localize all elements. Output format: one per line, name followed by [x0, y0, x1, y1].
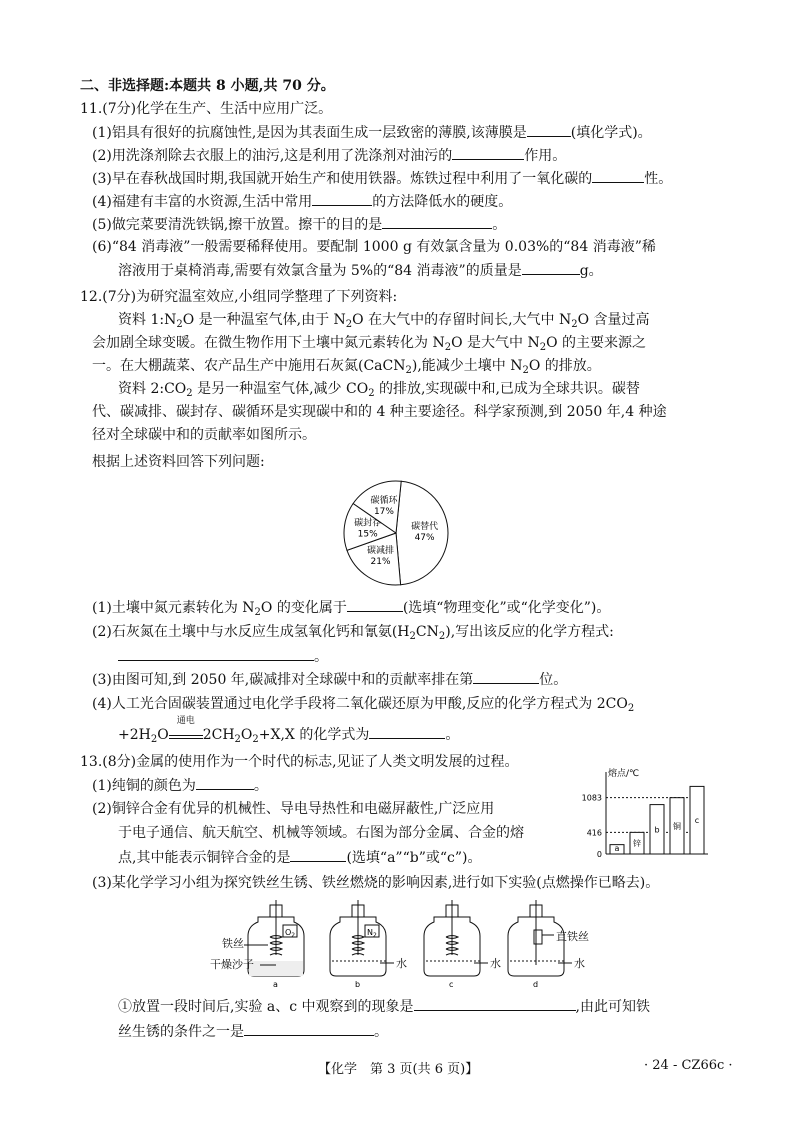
answer-blank[interactable] — [290, 847, 346, 862]
answer-blank[interactable] — [118, 646, 314, 661]
answer-blank[interactable] — [382, 214, 492, 229]
label-dry-sand: 干燥沙子 — [210, 958, 254, 971]
q13-sub-2-line-1: (2)铜锌合金有优异的机械性、导电导热性和电磁屏蔽性,广泛应用 — [92, 801, 495, 817]
q11-item-1: (1)铝具有很好的抗腐蚀性,是因为其表面生成一层致密的薄膜,该薄膜是 (填化学式)。 — [92, 122, 652, 143]
answer-blank[interactable] — [527, 122, 571, 137]
pie-label-0: 碳替代 — [411, 522, 439, 533]
y-tick-label: 1083 — [581, 793, 602, 803]
bottle-b — [330, 900, 386, 989]
material-1-line-1: 资料 $1:N_2O$ 是一种温室气体,由于 $N_2O$ 在大气中的存留时间长,大气中 $N_2O$ 含量过高 — [118, 312, 650, 330]
section-header: 二、非选择题:本题共 8 小题,共 70 分。 — [80, 78, 335, 94]
q11-stem: 11.(7分)化学在生产、生活中应用广泛。 — [80, 101, 333, 117]
svg-text:O2: $O_2$ — [285, 928, 296, 939]
q13-sub-1: (1)纯铜的颜色为 。 — [92, 775, 268, 796]
bar-label: 铜 — [673, 821, 681, 831]
q13-sub-3-1: ①放置一段时间后,实验 a、c 中观察到的现象是 ,由此可知铁 — [118, 996, 650, 1017]
material-1-line-3: 一。在大棚蔬菜、农产品生产中施用石灰氮(CaCN$_2$),能减少土壤中 $N_2O$ 的排放。 — [92, 358, 601, 376]
material-2-line-2: 代、碳减排、碳封存、碳循环是实现碳中和的 4 种主要途径。科学家预测,到 2050 年,4 种途 — [92, 404, 667, 420]
svg-text:d: d — [533, 980, 539, 989]
q11-item-3: (3)早在春秋战国时期,我国就开始生产和使用铁器。炼铁过程中利用了一氧化碳的 性。 — [92, 168, 672, 189]
q11-item-6: (6)“84 消毒液”一般需要稀释使用。要配制 1000 g 有效氯含量为 0.03%的“84 消毒液”稀 — [92, 239, 656, 255]
svg-text:c: c — [449, 980, 454, 989]
answer-blank[interactable] — [522, 260, 580, 275]
material-1-line-2: 会加剧全球变暖。在微生物作用下土壤中氮元素转化为 $N_2O$ 是大气中 $N_2O$ 的主要来源之 — [92, 335, 647, 353]
answer-blank[interactable] — [369, 724, 445, 739]
answer-blank[interactable] — [347, 597, 403, 612]
svg-text:a: a — [273, 980, 278, 989]
reaction-condition: 通电 — [176, 716, 195, 726]
q12-stem: 12.(7分)为研究温室效应,小组同学整理了下列资料: — [80, 289, 398, 305]
q11-item-6-cont: 溶液用于桌椅消毒,需要有效氯含量为 5%的“84 消毒液”的质量是 g。 — [118, 260, 603, 281]
answer-blank[interactable] — [452, 145, 524, 160]
svg-text:b: b — [355, 980, 361, 989]
label-water-b: 水 — [396, 957, 407, 970]
q13-sub-2-line-2: 于电子通信、航天航空、机械等领域。右图为部分金属、合金的熔 — [118, 825, 524, 841]
y-tick-label: 0 — [596, 850, 602, 859]
label-straight-iron-wire: 直铁丝 — [556, 930, 589, 943]
q12-prompt: 根据上述资料回答下列问题: — [92, 454, 265, 470]
q12-sub-4-equation: $+2H_2O$ 通电 $2CH_2O_2+X,X$ 的化学式为 。 — [118, 716, 460, 745]
bar-label: a — [614, 844, 620, 853]
pie-label-1: 碳减排 — [367, 546, 395, 557]
y-axis-label: 熔点/℃ — [608, 769, 640, 779]
bottle-c — [424, 900, 480, 989]
q12-sub-1: (1)土壤中氮元素转化为 $N_2O$ 的变化属于 (选填“物理变化”或“化学变化”)。 — [92, 597, 610, 623]
q13-stem: 13.(8分)金属的使用作为一个时代的标志,见证了人类文明发展的过程。 — [80, 754, 519, 770]
contribution-pie-chart — [330, 475, 470, 595]
answer-blank[interactable] — [312, 191, 372, 206]
bar-label: 锌 — [633, 839, 641, 849]
answer-blank[interactable] — [473, 669, 539, 684]
pie-label-2: 碳封存 — [354, 518, 382, 529]
q12-sub-2: (2)石灰氮在土壤中与水反应生成氢氧化钙和氰氨$(H_2CN_2)$,写出该反应的化学方程式: — [92, 624, 614, 642]
pie-label-3: 17% — [373, 507, 394, 518]
answer-blank[interactable] — [244, 1021, 374, 1036]
q11-item-5: (5)做完菜要清洗铁锅,擦干放置。擦干的目的是 。 — [92, 214, 506, 235]
pie-label-2: 15% — [357, 529, 378, 540]
pie-label-0: 47% — [414, 533, 435, 544]
pie-label-1: 21% — [370, 557, 391, 568]
answer-blank[interactable] — [414, 996, 576, 1011]
label-iron-wire: 铁丝 — [222, 937, 244, 950]
label-water-d: 水 — [574, 957, 585, 970]
q13-sub-2-line-3: 点,其中能表示铜锌合金的是 (选填“a”“b”或“c”)。 — [118, 847, 481, 868]
q12-sub-2-answer: 。 — [118, 646, 328, 667]
material-2-line-1: 资料 $2:CO_2$ 是另一种温室气体,减少 $CO_2$ 的排放,实现碳中和,已成为全球共识。碳替 — [118, 381, 640, 399]
answer-blank[interactable] — [592, 168, 644, 183]
page-code: · 24 - CZ66c · — [644, 1058, 733, 1073]
pie-label-3: 碳循环 — [370, 496, 398, 507]
q13-sub-3-1-cont: 丝生锈的条件之一是 。 — [118, 1021, 388, 1042]
bar-label: c — [694, 816, 700, 826]
svg-text:N2: $N_2$ — [367, 928, 377, 939]
bar-label: b — [654, 825, 660, 835]
q11-item-4: (4)福建有丰富的水资源,生活中常用 的方法降低水的硬度。 — [92, 191, 512, 212]
q12-sub-3: (3)由图可知,到 2050 年,碳减排对全球碳中和的贡献率排在第 位。 — [92, 669, 567, 690]
q13-sub-3: (3)某化学学习小组为探究铁丝生锈、铁丝燃烧的影响因素,进行如下实验(点燃操作已略去)。 — [92, 875, 660, 891]
y-tick-label: 416 — [586, 828, 602, 838]
page-footer: 【化学 第 3 页(共 6 页)】 — [318, 1062, 479, 1077]
label-water-c: 水 — [490, 957, 501, 970]
q12-sub-4: (4)人工光合固碳装置通过电化学手段将二氧化碳还原为甲酸,反应的化学方程式为 $2CO_2$ — [92, 696, 635, 714]
q11-item-2: (2)用洗涤剂除去衣服上的油污,这是利用了洗涤剂对油污的 作用。 — [92, 145, 566, 166]
answer-blank[interactable] — [196, 775, 254, 790]
material-2-line-3: 径对全球碳中和的贡献率如图所示。 — [92, 427, 316, 443]
melting-point-bar-chart — [566, 766, 712, 866]
